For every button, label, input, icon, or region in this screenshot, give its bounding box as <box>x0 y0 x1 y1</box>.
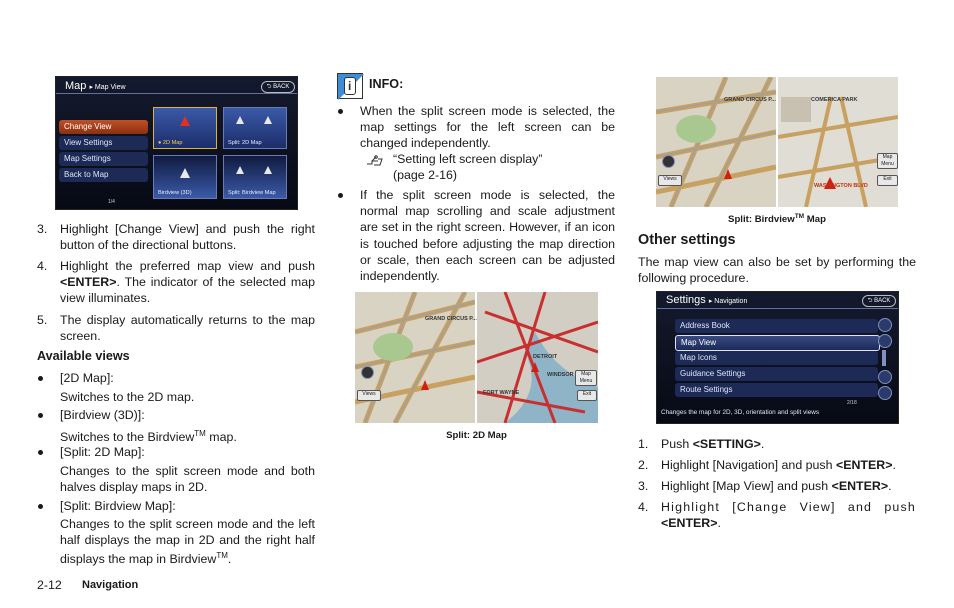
reference-icon <box>366 154 384 166</box>
step-text: Highlight the preferred map view and push <ENTER>. The indicator of the selected map view illuminates. <box>60 259 315 306</box>
view-option-label: Split: Birdview Map <box>228 190 276 196</box>
available-views-heading: Available views <box>37 349 130 363</box>
map-roads <box>355 292 598 423</box>
step-number: 3. <box>638 479 649 493</box>
step-text: Push <SETTING>. <box>661 437 765 451</box>
map-label: FORT WAYNE <box>483 390 520 396</box>
page-indicator: 1/4 <box>108 199 115 205</box>
split-2d-map-screenshot <box>355 292 598 423</box>
info-bullet-text: If the split screen mode is selected, the normal map scrolling and scale adjustment are set in the right screen. However, if an icon is touched before adjusting the map direction or scale, then each screen can be adjusted independently. <box>360 188 615 284</box>
menu-back-to-map[interactable]: Back to Map <box>59 168 148 182</box>
view-option-2d-map[interactable] <box>153 107 217 149</box>
back-button[interactable]: ⮌ BACK <box>862 295 896 307</box>
figure-caption: Split: Birdview™ Map <box>728 213 826 226</box>
view-label: [Birdview (3D)]: <box>60 408 145 422</box>
step-text: Highlight [Change View] and push the right button of the directional buttons. <box>60 222 315 253</box>
menu-route-settings[interactable]: Route Settings <box>675 383 878 397</box>
step-text: Highlight [Map View] and push <ENTER>. <box>661 479 892 493</box>
arrow-icon <box>180 168 190 178</box>
arrow-icon <box>264 166 272 174</box>
screen-title: Map ▸ Map View <box>65 80 126 92</box>
figure-caption: Split: 2D Map <box>446 430 507 441</box>
view-option-split-2d[interactable] <box>223 107 287 149</box>
map-menu-button[interactable]: Map Menu <box>575 370 597 386</box>
map-label: WINDSOR <box>547 372 574 378</box>
view-option-label: Birdview (3D) <box>158 190 192 196</box>
step-number: 4. <box>638 500 649 514</box>
step-number: 4. <box>37 259 48 273</box>
step-number: 5. <box>37 313 48 327</box>
section-name: Navigation <box>82 579 139 591</box>
bullet-dot <box>38 413 43 418</box>
title-divider <box>56 93 297 94</box>
view-label: [Split: Birdview Map]: <box>60 499 176 513</box>
other-settings-intro: The map view can also be set by performing the following procedure. <box>638 255 916 286</box>
view-desc: Switches to the 2D map. <box>60 390 195 404</box>
bullet-dot <box>38 450 43 455</box>
scrollbar[interactable] <box>882 350 886 366</box>
menu-guidance-settings[interactable]: Guidance Settings <box>675 367 878 381</box>
map-label: GRAND CIRCUS P... <box>425 316 477 322</box>
scroll-icon[interactable] <box>878 318 892 332</box>
view-option-label: ● 2D Map <box>158 140 183 146</box>
reference-text: “Setting left screen display” <box>393 152 543 166</box>
map-label: GRAND CIRCUS P... <box>724 97 776 103</box>
bullet-dot <box>38 504 43 509</box>
view-option-split-birdview[interactable] <box>223 155 287 199</box>
info-label: INFO: <box>369 77 404 91</box>
compass-icon[interactable] <box>662 155 675 168</box>
view-desc: Changes to the split screen mode and both halves display maps in 2D. <box>60 464 315 495</box>
step-text: The display automatically returns to the map screen. <box>60 313 315 344</box>
menu-change-view[interactable]: Change View <box>59 120 148 134</box>
bullet-dot <box>38 376 43 381</box>
step-text: Highlight [Change View] and push <ENTER>. <box>661 500 916 531</box>
bullet-dot <box>338 193 343 198</box>
scroll-icon[interactable] <box>878 334 892 348</box>
map-label: COMERICA PARK <box>811 97 858 103</box>
map-view-screenshot <box>55 76 298 210</box>
arrow-icon <box>180 116 190 126</box>
scroll-icon[interactable] <box>878 370 892 384</box>
arrow-icon <box>236 116 244 124</box>
step-number: 3. <box>37 222 48 236</box>
scroll-icon[interactable] <box>878 386 892 400</box>
status-bar: Changes the map for 2D, 3D, orientation and split views <box>661 409 820 416</box>
step-number: 1. <box>638 437 649 451</box>
menu-view-settings[interactable]: View Settings <box>59 136 148 150</box>
screen-title: Settings ▸ Navigation <box>666 294 748 306</box>
page-number: 2-12 <box>37 578 62 592</box>
other-settings-heading: Other settings <box>638 232 736 248</box>
page-indicator: 2/18 <box>847 400 857 406</box>
menu-map-settings[interactable]: Map Settings <box>59 152 148 166</box>
view-desc: Switches to the Birdview™ map. <box>60 429 237 445</box>
view-option-label: Split: 2D Map <box>228 140 262 146</box>
arrow-icon <box>236 166 244 174</box>
exit-button[interactable]: Exit <box>877 175 898 186</box>
views-button[interactable]: Views <box>357 390 381 401</box>
step-number: 2. <box>638 458 649 472</box>
menu-map-icons[interactable]: Map Icons <box>675 351 878 365</box>
map-label: WASHINGTON BLVD <box>814 183 868 189</box>
menu-map-view[interactable]: Map View <box>675 335 880 351</box>
map-menu-button[interactable]: Map Menu <box>877 153 898 169</box>
step-text: Highlight [Navigation] and push <ENTER>. <box>661 458 896 472</box>
compass-icon[interactable] <box>361 366 374 379</box>
view-desc: Changes to the split screen mode and the left half displays the map in 2D and the right half displays the map in Birdview™. <box>60 517 315 567</box>
view-option-birdview[interactable] <box>153 155 217 199</box>
reference-page: (page 2-16) <box>393 168 458 182</box>
split-birdview-map-screenshot <box>656 77 898 207</box>
settings-navigation-screenshot <box>656 291 899 424</box>
map-label: DETROIT <box>533 354 558 360</box>
bullet-dot <box>338 109 343 114</box>
menu-address-book[interactable]: Address Book <box>675 319 878 333</box>
back-button[interactable]: ⮌ BACK <box>261 81 295 93</box>
title-divider <box>657 308 898 309</box>
info-icon: i <box>337 73 363 99</box>
arrow-icon <box>264 116 272 124</box>
view-label: [2D Map]: <box>60 371 114 385</box>
exit-button[interactable]: Exit <box>577 390 597 401</box>
view-label: [Split: 2D Map]: <box>60 445 145 459</box>
views-button[interactable]: Views <box>658 175 682 186</box>
info-bullet-text: When the split screen mode is selected, the map settings for the left screen can be changed independently. <box>360 104 615 151</box>
